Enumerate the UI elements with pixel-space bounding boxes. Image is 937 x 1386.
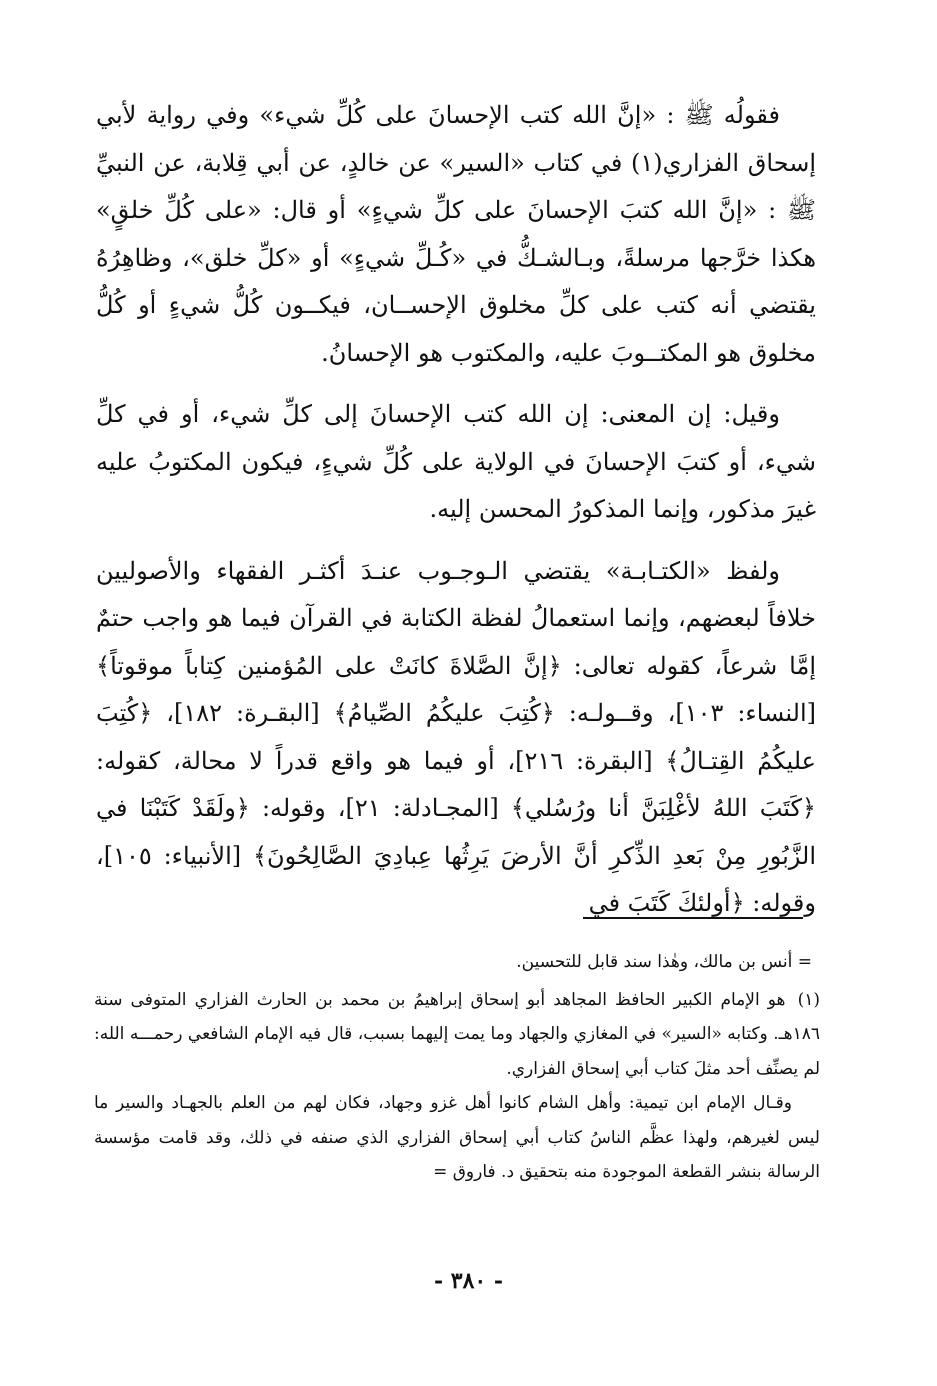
footnote-continuation: = أنس بن مالك، وهٰذا سند قابل للتحسين. xyxy=(516,952,812,972)
footnotes xyxy=(94,945,820,1190)
page-number: - ٣٨٠ - xyxy=(433,1268,504,1294)
footnote-1-text: هو الإمام الكبير الحافظ المجاهد أبو إسحاق إبراهيمُ بن محمد بن الحارث الفزاري المتوفى سنة ١٨٦هـ. وكتابه «السير» في المغازي والجهاد وما يمت إليهما بسبب، قال فيه الإمام الشافعي رحمـــه الله: لم يصنِّف أحد مثلَ كتاب أبي إسحاق الفزاري. xyxy=(94,989,820,1079)
main-text xyxy=(96,92,816,928)
footnote-number: (١) xyxy=(797,989,820,1010)
footnote-1-paragraph-2: وقـال الإمام ابن تيمية: وأهل الشام كانوا أهل غزو وجهاد، فكان لهم من العلم بالجهـاد والسير ما ليس لغيرهم، ولهذا عظَّم الناسُ كتاب أبي إسحاق الفزاري الذي صنفه في ذلك، وقد قامت مؤسسة الرسالة بنشر القطعة الموجودة منه بتحقيق د. فاروق = xyxy=(94,1093,820,1182)
footnote-1 xyxy=(94,983,820,1087)
paragraph-1: فقولُه ﷺ : «إنَّ الله كتب الإحسانَ على كُلِّ شيء» وفي رواية لأبي إسحاق الفزاري(١) في كتاب «السير» عن خالدٍ، عن أبي قِلابة، عن النبيِّ ﷺ : «إنَّ الله كتبَ الإحسانَ على كلِّ شيءٍ» أو قال: «على كُلِّ خلقٍ» هكذا خرَّجها مرسلةً، وبـالشـكُّ في «كُـلِّ شيءٍ» أو «كلِّ خلق»، وظاهِرُهُ يقتضي أنه كتب على كلِّ مخلوق الإحســان، فيكــون كُلُّ شيءٍ أو كُلُّ مخلوق هو المكتــوبَ عليه، والمكتوب هو الإحسانُ. xyxy=(96,101,816,367)
paragraph-2: وقيل: إن المعنى: إن الله كتب الإحسانَ إلى كلِّ شيء، أو في كلِّ شيء، أو كتبَ الإحسانَ في الولاية على كُلِّ شيءٍ، فيكون المكتوبُ عليه غيرَ مذكور، وإنما المذكورُ المحسن إليه. xyxy=(96,400,816,523)
footnote-separator xyxy=(583,917,803,919)
paragraph-3: ولفظ «الكتـابـة» يقتضي الـوجـوب عنـدَ أكثـر الفقهاء والأصوليين خلافاً لبعضهم، وإنما استعمالُ لفظة الكتابة في القرآن فيما هو واجب حتمٌ إمَّا شرعاً، كقوله تعالى: ﴿إنَّ الصَّلاةَ كانَتْ على المُؤمنين كِتاباً موقوتاً﴾ [النساء: ١٠٣]، وقــولـه: ﴿كُتِبَ عليكُمُ الصِّيامُ﴾ [البقـرة: ١٨٢]، ﴿كُتِبَ عليكُمُ القِتـالُ﴾ [البقرة: ٢١٦]، أو فيما هو واقع قدراً لا محالة، كقوله: ﴿كَتَبَ اللهُ لأغْلِبَنَّ أنا ورُسُلي﴾ [المجـادلة: ٢١]، وقوله: ﴿ولَقَدْ كَتَبْنَا في الزَّبُورِ مِنْ بَعدِ الذِّكرِ أنَّ الأرضَ يَرِثُها عِبادِيَ الصَّالِحُونَ﴾ [الأنبياء: ١٠٥]، وقوله: ﴿أولئكَ كَتَبَ في xyxy=(96,556,816,917)
